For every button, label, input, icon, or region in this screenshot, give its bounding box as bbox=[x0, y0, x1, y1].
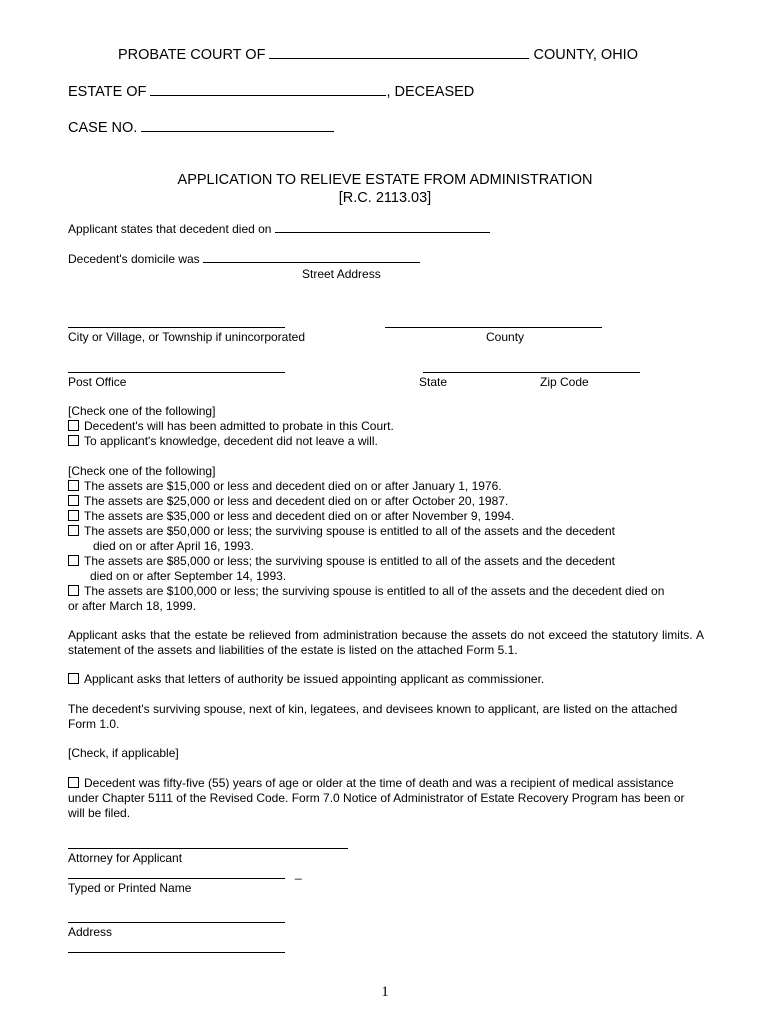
will-section-heading: [Check one of the following] bbox=[68, 404, 216, 418]
form-title: APPLICATION TO RELIEVE ESTATE FROM ADMINISTRATION bbox=[177, 172, 593, 188]
will-option-admitted bbox=[68, 419, 394, 434]
assets-85000-label: The assets are $85,000 or less; the surviving spouse is entitled to all of the assets and the decedent bbox=[84, 554, 615, 568]
case-label: CASE NO. bbox=[68, 120, 138, 136]
state-zip-field[interactable] bbox=[423, 372, 640, 373]
typed-name-label: Typed or Printed Name bbox=[68, 881, 192, 895]
died-on-row bbox=[68, 222, 490, 237]
state-label: State bbox=[419, 375, 448, 389]
assets-15000-label: The assets are $15,000 or less and decedent died on or after January 1, 1976. bbox=[84, 479, 502, 493]
domicile-label: Decedent's domicile was bbox=[68, 252, 200, 266]
died-on-label: Applicant states that decedent died on bbox=[68, 222, 272, 236]
assets-option-1 bbox=[68, 479, 502, 494]
estate-prefix: ESTATE OF bbox=[68, 84, 147, 100]
assets-option-4-cont: died on or after April 16, 1993. bbox=[93, 539, 254, 553]
post-office-field[interactable] bbox=[68, 372, 285, 373]
assets-option-4 bbox=[68, 524, 615, 539]
case-number-field[interactable] bbox=[141, 131, 334, 132]
case-line bbox=[68, 120, 334, 136]
assets-35000-label: The assets are $35,000 or less and decedent died on or after November 9, 1994. bbox=[84, 509, 515, 523]
estate-name-field[interactable] bbox=[150, 95, 386, 96]
typed-name-line[interactable] bbox=[68, 878, 285, 879]
street-address-field[interactable] bbox=[203, 262, 420, 263]
will-admitted-label: Decedent's will has been admitted to probate in this Court. bbox=[84, 419, 394, 433]
estate-line bbox=[68, 84, 474, 100]
assets-50000-checkbox[interactable] bbox=[68, 525, 79, 536]
form-statute: [R.C. 2113.03] bbox=[338, 190, 432, 206]
county-label: County bbox=[486, 330, 525, 344]
county-field[interactable] bbox=[385, 327, 602, 328]
commissioner-option bbox=[68, 672, 544, 687]
assets-option-6 bbox=[68, 584, 664, 599]
assets-25000-label: The assets are $25,000 or less and decedent died on or after October 20, 1987. bbox=[84, 494, 509, 508]
court-prefix: PROBATE COURT OF bbox=[118, 47, 266, 63]
assets-option-2 bbox=[68, 494, 508, 509]
zip-code-label: Zip Code bbox=[540, 375, 589, 389]
medical-assistance-option bbox=[68, 776, 704, 821]
assets-15000-checkbox[interactable] bbox=[68, 480, 79, 491]
court-suffix: COUNTY, OHIO bbox=[533, 47, 638, 63]
assets-100000-checkbox[interactable] bbox=[68, 585, 79, 596]
county-name-field[interactable] bbox=[269, 58, 529, 59]
assets-option-5-cont: died on or after September 14, 1993. bbox=[90, 569, 287, 583]
assets-35000-checkbox[interactable] bbox=[68, 510, 79, 521]
attorney-label: Attorney for Applicant bbox=[68, 851, 183, 865]
assets-option-3 bbox=[68, 509, 514, 524]
street-address-label: Street Address bbox=[302, 267, 381, 281]
post-office-label: Post Office bbox=[68, 375, 127, 389]
will-admitted-checkbox[interactable] bbox=[68, 420, 79, 431]
death-date-field[interactable] bbox=[275, 232, 490, 233]
page-number: 1 bbox=[381, 984, 389, 1000]
estate-suffix: , DECEASED bbox=[386, 84, 475, 100]
assets-85000-checkbox[interactable] bbox=[68, 555, 79, 566]
commissioner-checkbox[interactable] bbox=[68, 673, 79, 684]
address-line-2[interactable] bbox=[68, 952, 285, 953]
will-option-none bbox=[68, 434, 378, 449]
assets-50000-label: The assets are $50,000 or less; the surviving spouse is entitled to all of the assets and the decedent bbox=[84, 524, 615, 538]
address-line[interactable] bbox=[68, 922, 285, 923]
assets-section-heading: [Check one of the following] bbox=[68, 464, 216, 478]
court-line bbox=[118, 47, 638, 63]
assets-option-6-cont: or after March 18, 1999. bbox=[68, 599, 197, 613]
address-label: Address bbox=[68, 925, 113, 939]
city-label: City or Village, or Township if unincorporated bbox=[68, 330, 306, 344]
attorney-signature-line[interactable] bbox=[68, 848, 348, 849]
no-will-checkbox[interactable] bbox=[68, 435, 79, 446]
assets-25000-checkbox[interactable] bbox=[68, 495, 79, 506]
check-if-applicable: [Check, if applicable] bbox=[68, 746, 179, 760]
medical-assistance-label: Decedent was fifty-five (55) years of age or older at the time of death and was a recipient of medical assistance under Chapter 5111 of the Revised Code. Form 7.0 Notice of Administrator of Estate Recovery Program has been or will be filed. bbox=[68, 776, 685, 820]
domicile-row bbox=[68, 252, 420, 267]
medical-assistance-checkbox[interactable] bbox=[68, 777, 79, 788]
next-of-kin-paragraph: The decedent's surviving spouse, next of kin, legatees, and devisees known to applicant, are listed on the attached Form 1.0. bbox=[68, 702, 678, 731]
assets-option-5 bbox=[68, 554, 615, 569]
commissioner-label: Applicant asks that letters of authority be issued appointing applicant as commissioner. bbox=[84, 672, 545, 686]
no-will-label: To applicant's knowledge, decedent did not leave a will. bbox=[84, 434, 378, 448]
typed-name-dash: _ bbox=[295, 866, 302, 880]
assets-100000-label: The assets are $100,000 or less; the surviving spouse is entitled to all of the assets and the decedent died on bbox=[84, 584, 665, 598]
relief-request-paragraph: Applicant asks that the estate be relieved from administration because the assets do not exceed the statutory limits. A statement of the assets and liabilities of the estate is listed on the attached Form 5.1. bbox=[68, 628, 704, 657]
city-field[interactable] bbox=[68, 327, 285, 328]
